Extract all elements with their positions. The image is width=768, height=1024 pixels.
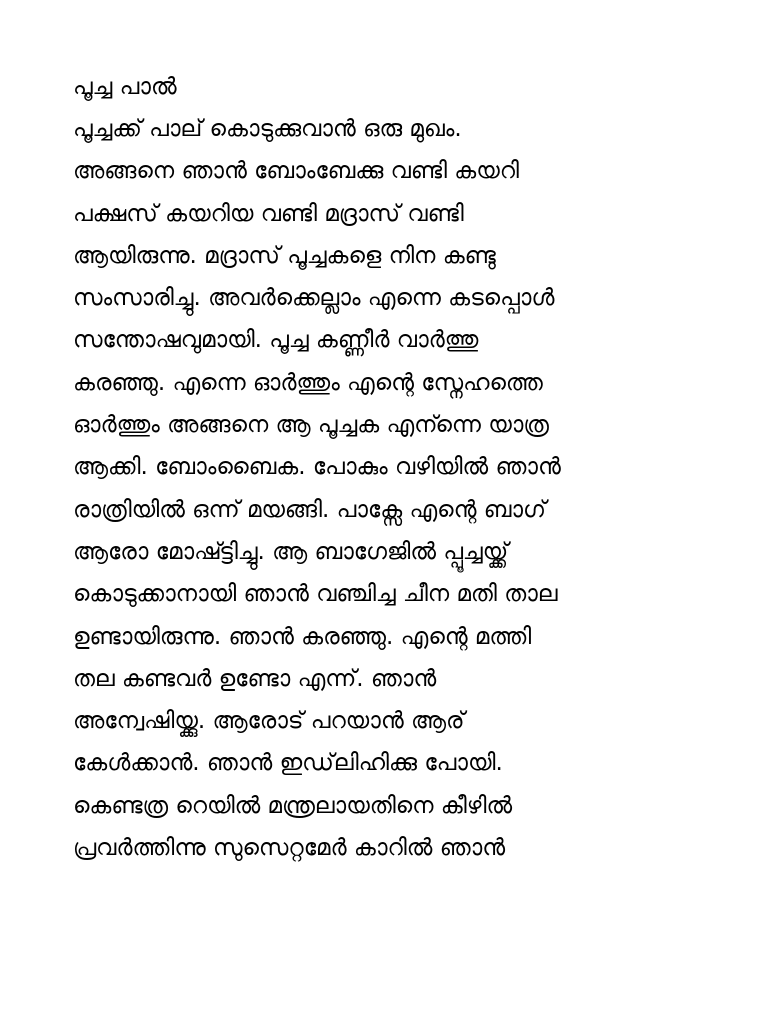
text-line: സന്തോഷവുമായി. പൂച്ച കണ്ണീർ വാർത്തു (73, 327, 479, 354)
text-line: അന്വേഷിയ്ക്കു. ആരോട് പറയാൻ ആര് (73, 708, 465, 735)
text-line: കൊടുക്കാനായി ഞാൻ വഞ്ചിച്ച ചീന മതി താല (73, 581, 558, 608)
text-line: പക്ഷസ് കയറിയ വണ്ടി മദ്രാസ് വണ്ടി (73, 200, 464, 227)
text-line: കേൾക്കാൻ. ഞാൻ ഇഡ്‌ലിഹിക്കു പോയി. (73, 750, 503, 777)
text-line: പ്രവർത്തിന്നു സുസെറ്റമേർ കാറിൽ ഞാൻ (73, 835, 506, 862)
text-line: അങ്ങനെ ഞാൻ ബോംബേക്കു വണ്ടി കയറി (73, 158, 520, 185)
text-line: ഓർത്തും അങ്ങനെ ആ പൂച്ചക എന്ന്നെ യാത്ര (73, 412, 549, 439)
document-body (73, 108, 733, 869)
text-line: തല കണ്ടവർ ഉണ്ടോ എന്ന്. ഞാൻ (73, 665, 437, 692)
text-line: കരഞ്ഞു. എന്നെ ഓർത്തും എന്റെ സ്നേഹത്തെ (73, 369, 543, 396)
text-line: സംസാരിച്ചു. അവർക്കെല്ലാം എന്നെ കടപ്പൊൾ (73, 285, 555, 312)
text-line: രാത്രിയിൽ ഒന്ന് മയങ്ങി. പാക്സേ എന്റെ ബാഗ് (73, 496, 547, 523)
text-line: ആരോ മോഷ്ട്ടിച്ചു. ആ ബാഗേജിൽ പ്പൂച്ചയ്ക്ക് (73, 538, 509, 565)
text-line: പൂച്ചക്ക് പാല് കൊടുക്കുവാൻ ഒരു മുഖം. (73, 116, 462, 142)
document-page (73, 66, 733, 869)
text-line: ഉണ്ടായിരുന്നു. ഞാൻ കരഞ്ഞു. എന്റെ മത്തി (73, 623, 532, 650)
text-line: കെണ്ടത്ര റെയിൽ മന്ത്രലായതിനെ കീഴിൽ (73, 792, 513, 819)
text-line: ആയിരുന്നു. മദ്രാസ് പൂച്ചകളെ നിന കണ്ടു (73, 242, 496, 269)
text-line: ആക്കി. ബോംബൈക. പോകും വഴിയിൽ ഞാൻ (73, 454, 561, 481)
document-title: പൂച്ച പാൽ (73, 74, 177, 100)
